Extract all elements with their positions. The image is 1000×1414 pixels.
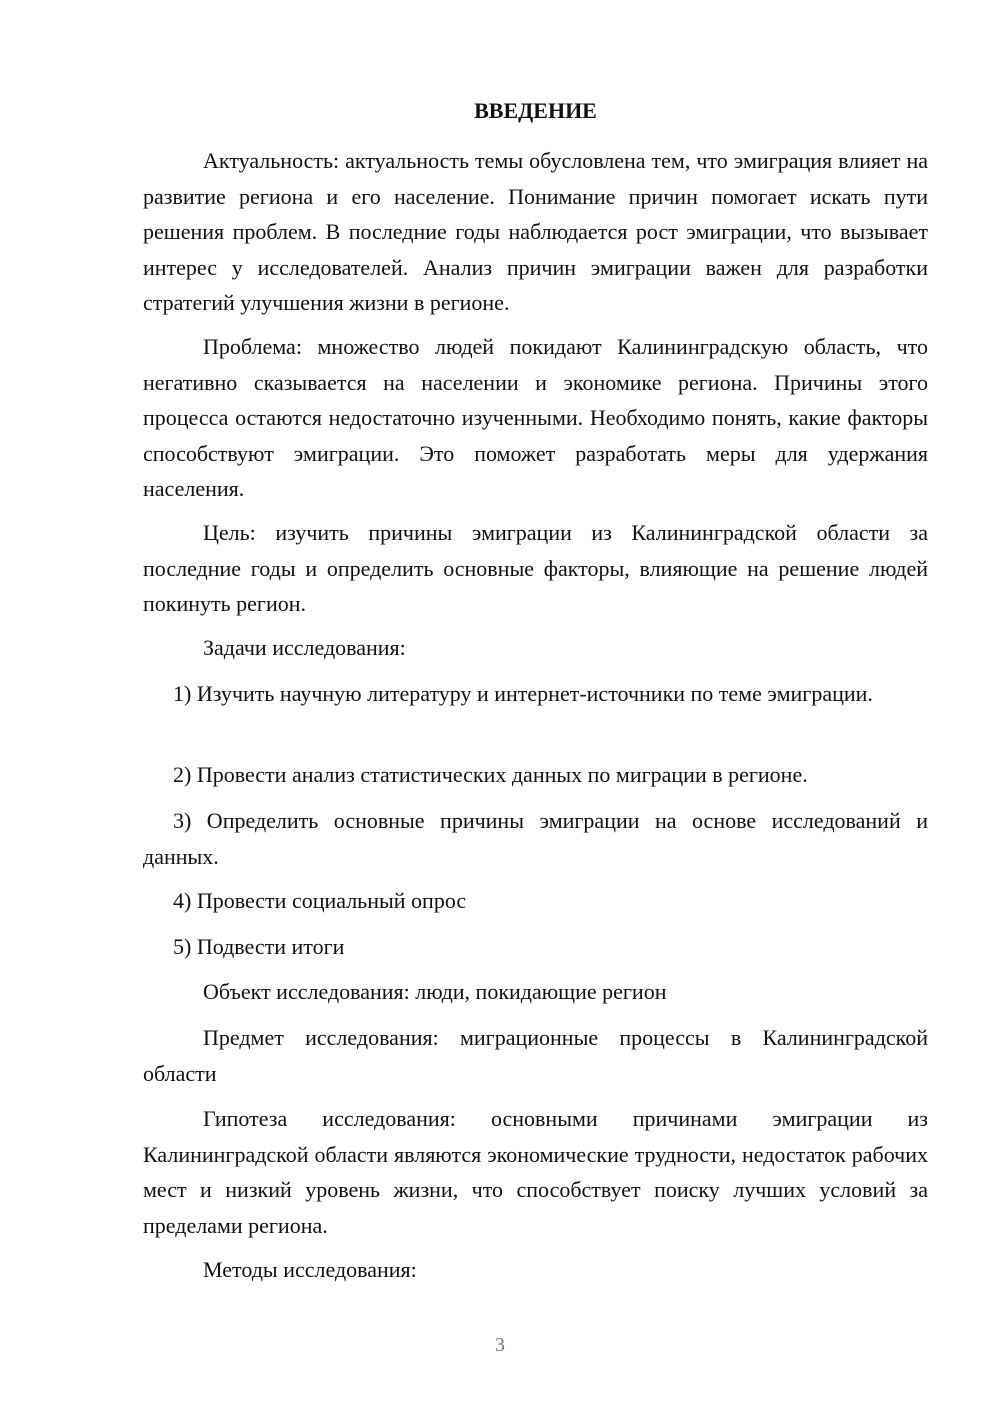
paragraph-subject: Предмет исследования: миграционные процессы в Калининградской области	[143, 1025, 928, 1086]
task-item-3: 3) Определить основные причины эмиграции на основе исследований и данных.	[143, 808, 928, 869]
methods-title: Методы исследования:	[203, 1257, 417, 1282]
paragraph-problem: Проблема: множество людей покидают Калининградскую область, что негативно сказывается на населении и экономике региона. Причины этого процесса остаются недостаточно изученными. Необходимо понять, какие факторы способствуют эмиграции. Это поможет разработать меры для удержания населения.	[143, 334, 928, 501]
tasks-title: Задачи исследования:	[203, 635, 406, 660]
task-item-4: 4) Провести социальный опрос	[173, 888, 467, 913]
paragraph-object: Объект исследования: люди, покидающие регион	[203, 979, 667, 1004]
paragraph-goal: Цель: изучить причины эмиграции из Калининградской области за последние годы и определить основные факторы, влияющие на решение людей покинуть регион.	[143, 520, 928, 616]
page-number: 3	[495, 1334, 505, 1356]
section-heading: ВВЕДЕНИЕ	[474, 98, 597, 123]
task-item-5: 5) Подвести итоги	[173, 934, 345, 959]
task-item-1: 1) Изучить научную литературу и интернет-источники по теме эмиграции.	[173, 681, 873, 706]
paragraph-relevance: Актуальность: актуальность темы обусловлена тем, что эмиграция влияет на развитие региона и его население. Понимание причин помогает искать пути решения проблем. В последние годы наблюдается рост эмиграции, что вызывает интерес у исследователей. Анализ причин эмиграции важен для разработки стратегий улучшения жизни в регионе.	[143, 148, 928, 315]
task-item-2: 2) Провести анализ статистических данных по миграции в регионе.	[173, 762, 808, 787]
paragraph-hypothesis: Гипотеза исследования: основными причинами эмиграции из Калининградской области являются экономические трудности, недостаток рабочих мест и низкий уровень жизни, что способствует поиску лучших условий за пределами региона.	[143, 1106, 928, 1238]
